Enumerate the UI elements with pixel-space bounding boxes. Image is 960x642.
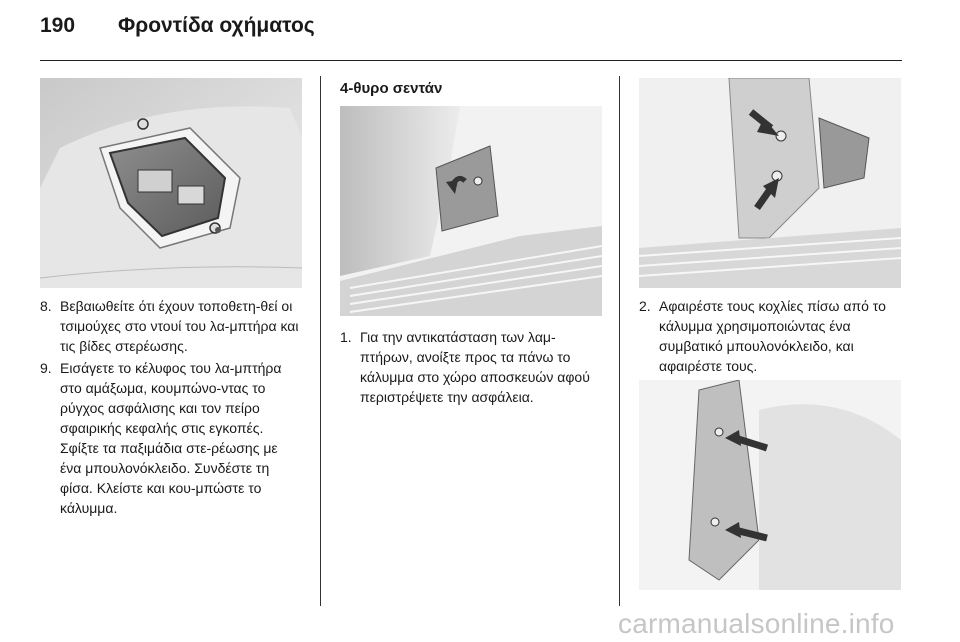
step-9-number: 9. <box>40 360 52 376</box>
column-divider-right <box>619 76 620 606</box>
header-rule <box>40 60 902 61</box>
step-1-number: 1. <box>340 329 352 345</box>
step-2 <box>639 296 901 376</box>
step-8 <box>40 296 302 356</box>
step-2-text: Αφαιρέστε τους κοχλίες πίσω από το κάλυμμα χρησιμοποιώντας ένα συμβατικό μπουλονόκλειδο, και αφαιρέστε τους. <box>659 298 886 374</box>
illustration-trunk-cover <box>340 106 602 316</box>
step-8-number: 8. <box>40 298 52 314</box>
step-1-text: Για την αντικατάσταση των λαμ-πτήρων, ανοίξτε προς τα πάνω το κάλυμμα στο χώρο αποσκευών αφού περιστρέψετε την ασφάλεια. <box>360 329 590 405</box>
step-9 <box>40 358 302 518</box>
step-1 <box>340 327 602 407</box>
step-8-text: Βεβαιωθείτε ότι έχουν τοποθετη-θεί οι τσιμούχες στο ντουί του λα-μπτήρα και τις βίδες στερέωσης. <box>60 298 299 354</box>
section-title: 4-θυρο σεντάν <box>340 80 443 97</box>
illustration-fasteners-top <box>639 78 901 288</box>
page-title: Φροντίδα οχήματος <box>118 14 315 37</box>
illustration-lamp-housing <box>40 78 302 288</box>
column-divider-left <box>320 76 321 606</box>
illustration-fasteners-bottom <box>639 380 901 590</box>
page-number: 190 <box>40 14 76 37</box>
step-9-text: Εισάγετε το κέλυφος του λα-μπτήρα στο αμάξωμα, κουμπώνο-ντας το ρύγχος ασφάλισης και τον πείρο σφαιρικής κεφαλής στις εγκοπές. Σφίξτε τα παξιμάδια στε-ρέωσης με ένα μπουλονόκλειδο. Συνδέστε τη φίσα. Κλείστε και κου-μπώστε το κάλυμμα. <box>60 360 282 516</box>
watermark: carmanualsonline.info <box>618 608 895 639</box>
step-2-number: 2. <box>639 298 651 314</box>
